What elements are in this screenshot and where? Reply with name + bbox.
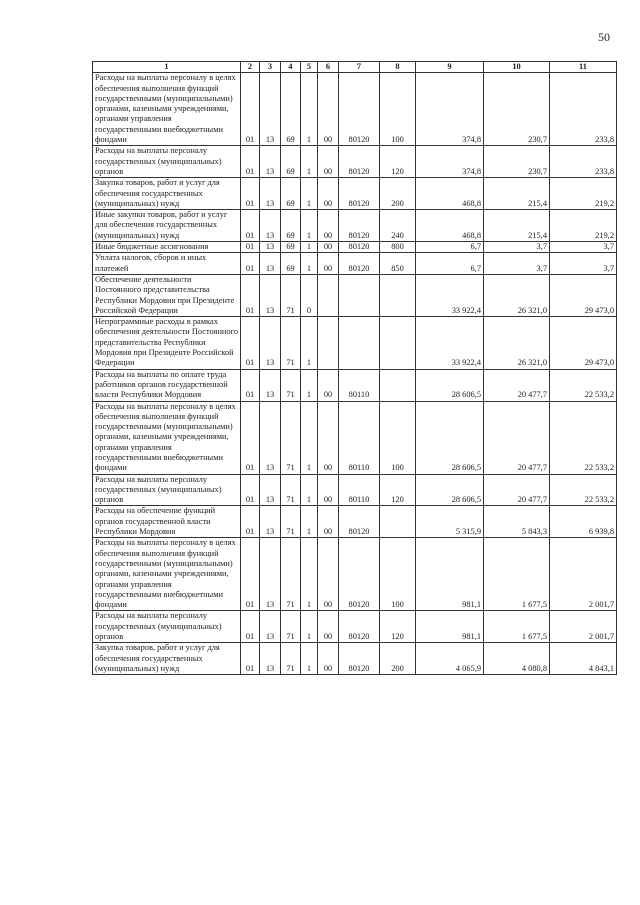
table-row [93, 611, 617, 643]
row-value-cell: 120 [380, 474, 416, 506]
row-value-cell: 00 [318, 538, 339, 611]
row-value-cell: 215,4 [484, 178, 550, 210]
row-value-cell: 13 [260, 506, 281, 538]
row-value-cell: 01 [241, 73, 260, 146]
row-value-cell: 71 [281, 317, 301, 369]
row-value-cell: 71 [281, 369, 301, 401]
row-value-cell: 13 [260, 369, 281, 401]
row-name-cell: Расходы на выплаты персоналу в целях обеспечения выполнения функций государственными (муниципальными) органами, казенными учреждениями, органами управления государственными внебюджетными фондами [93, 538, 241, 611]
row-value-cell: 01 [241, 506, 260, 538]
row-value-cell: 1 [301, 317, 318, 369]
row-value-cell [318, 274, 339, 316]
row-value-cell: 13 [260, 401, 281, 474]
row-name-cell: Непрограммные расходы в рамках обеспечения деятельности Постоянного представительства Республики Мордовия при Президенте Российской Федерации [93, 317, 241, 369]
row-value-cell: 1 677,5 [484, 611, 550, 643]
row-value-cell: 01 [241, 146, 260, 178]
column-header: 9 [416, 62, 484, 73]
row-value-cell: 1 [301, 474, 318, 506]
table-body [93, 73, 617, 675]
row-value-cell: 01 [241, 401, 260, 474]
table-row [93, 146, 617, 178]
row-value-cell: 01 [241, 369, 260, 401]
row-name-cell: Расходы на выплаты персоналу в целях обеспечения выполнения функций государственными (муниципальными) органами, казенными учреждениями, органами управления государственными внебюджетными фондами [93, 73, 241, 146]
row-name-cell: Расходы на выплаты персоналу в целях обеспечения выполнения функций государственными (муниципальными) органами, казенными учреждениями, органами управления государственными внебюджетными фондами [93, 401, 241, 474]
row-value-cell: 71 [281, 274, 301, 316]
row-value-cell: 1 [301, 538, 318, 611]
row-value-cell: 1 [301, 242, 318, 253]
row-value-cell: 71 [281, 506, 301, 538]
row-value-cell: 01 [241, 178, 260, 210]
row-value-cell: 120 [380, 146, 416, 178]
table-row [93, 253, 617, 275]
row-name-cell: Закупка товаров, работ и услуг для обеспечения государственных (муниципальных) нужд [93, 643, 241, 675]
row-value-cell: 374,8 [416, 146, 484, 178]
row-value-cell: 69 [281, 73, 301, 146]
row-value-cell: 13 [260, 611, 281, 643]
table-row [93, 317, 617, 369]
row-name-cell: Иные закупки товаров, работ и услуг для обеспечения государственных (муниципальных) нужд [93, 210, 241, 242]
table-row [93, 73, 617, 146]
page-number: 50 [598, 30, 610, 44]
column-header: 4 [281, 62, 301, 73]
row-value-cell: 28 606,5 [416, 474, 484, 506]
row-value-cell: 01 [241, 253, 260, 275]
row-value-cell: 100 [380, 73, 416, 146]
column-header: 5 [301, 62, 318, 73]
row-value-cell: 01 [241, 611, 260, 643]
row-value-cell: 120 [380, 611, 416, 643]
row-name-cell: Иные бюджетные ассигнования [93, 242, 241, 253]
row-value-cell: 00 [318, 242, 339, 253]
row-value-cell: 00 [318, 401, 339, 474]
row-value-cell: 230,7 [484, 146, 550, 178]
row-value-cell: 981,1 [416, 538, 484, 611]
row-value-cell: 233,8 [550, 146, 617, 178]
row-value-cell: 80110 [339, 369, 380, 401]
row-value-cell: 00 [318, 73, 339, 146]
row-value-cell: 00 [318, 474, 339, 506]
row-value-cell: 80120 [339, 242, 380, 253]
row-value-cell [380, 274, 416, 316]
row-value-cell: 80110 [339, 401, 380, 474]
row-value-cell: 20 477,7 [484, 369, 550, 401]
row-value-cell: 13 [260, 643, 281, 675]
row-value-cell: 13 [260, 210, 281, 242]
row-value-cell: 4 080,8 [484, 643, 550, 675]
row-value-cell: 71 [281, 474, 301, 506]
row-value-cell: 1 [301, 178, 318, 210]
row-value-cell: 01 [241, 317, 260, 369]
row-value-cell: 219,2 [550, 210, 617, 242]
row-value-cell: 13 [260, 317, 281, 369]
row-value-cell: 00 [318, 611, 339, 643]
row-value-cell: 981,1 [416, 611, 484, 643]
row-name-cell: Уплата налогов, сборов и иных платежей [93, 253, 241, 275]
row-value-cell: 5 843,3 [484, 506, 550, 538]
row-value-cell: 2 001,7 [550, 538, 617, 611]
column-header: 7 [339, 62, 380, 73]
row-name-cell: Расходы на выплаты персоналу государственных (муниципальных) органов [93, 611, 241, 643]
row-name-cell: Расходы на выплаты персоналу государственных (муниципальных) органов [93, 474, 241, 506]
row-value-cell: 6 939,8 [550, 506, 617, 538]
column-header: 6 [318, 62, 339, 73]
row-value-cell: 20 477,7 [484, 401, 550, 474]
row-value-cell: 4 843,1 [550, 643, 617, 675]
table-row [93, 401, 617, 474]
row-value-cell: 800 [380, 242, 416, 253]
row-value-cell: 69 [281, 146, 301, 178]
row-value-cell: 468,8 [416, 178, 484, 210]
row-name-cell: Закупка товаров, работ и услуг для обеспечения государственных (муниципальных) нужд [93, 178, 241, 210]
row-value-cell: 29 473,0 [550, 317, 617, 369]
row-value-cell: 3,7 [550, 242, 617, 253]
row-value-cell: 13 [260, 474, 281, 506]
row-value-cell: 13 [260, 178, 281, 210]
row-value-cell: 200 [380, 643, 416, 675]
row-value-cell [380, 317, 416, 369]
row-value-cell: 22 533,2 [550, 369, 617, 401]
row-value-cell: 01 [241, 538, 260, 611]
row-value-cell: 3,7 [550, 253, 617, 275]
row-value-cell: 13 [260, 253, 281, 275]
row-value-cell: 80120 [339, 210, 380, 242]
row-value-cell: 00 [318, 506, 339, 538]
row-value-cell: 13 [260, 538, 281, 611]
row-value-cell: 28 606,5 [416, 401, 484, 474]
column-header: 2 [241, 62, 260, 73]
row-value-cell: 230,7 [484, 73, 550, 146]
row-value-cell: 33 922,4 [416, 317, 484, 369]
row-value-cell: 80120 [339, 73, 380, 146]
row-name-cell: Расходы на выплаты по оплате труда работников органов государственной власти Республики Мордовия [93, 369, 241, 401]
row-value-cell: 80120 [339, 506, 380, 538]
row-value-cell [380, 506, 416, 538]
row-value-cell: 3,7 [484, 253, 550, 275]
row-value-cell: 00 [318, 369, 339, 401]
row-value-cell: 1 [301, 146, 318, 178]
row-value-cell: 71 [281, 643, 301, 675]
row-value-cell: 80120 [339, 611, 380, 643]
row-value-cell: 29 473,0 [550, 274, 617, 316]
row-value-cell: 71 [281, 401, 301, 474]
row-value-cell: 01 [241, 274, 260, 316]
row-value-cell: 240 [380, 210, 416, 242]
row-value-cell: 01 [241, 643, 260, 675]
column-header: 11 [550, 62, 617, 73]
row-value-cell: 22 533,2 [550, 401, 617, 474]
row-value-cell: 1 [301, 611, 318, 643]
row-value-cell: 71 [281, 538, 301, 611]
column-header: 10 [484, 62, 550, 73]
row-value-cell: 200 [380, 178, 416, 210]
table-row [93, 242, 617, 253]
row-value-cell: 80120 [339, 178, 380, 210]
row-value-cell: 2 001,7 [550, 611, 617, 643]
row-value-cell [339, 274, 380, 316]
row-value-cell: 374,8 [416, 73, 484, 146]
row-value-cell: 0 [301, 274, 318, 316]
row-value-cell: 80120 [339, 643, 380, 675]
row-value-cell: 1 [301, 253, 318, 275]
row-value-cell: 00 [318, 643, 339, 675]
row-value-cell: 1 [301, 73, 318, 146]
row-value-cell: 26 321,0 [484, 274, 550, 316]
row-value-cell: 69 [281, 210, 301, 242]
table-row [93, 369, 617, 401]
row-value-cell: 01 [241, 474, 260, 506]
row-value-cell: 5 315,9 [416, 506, 484, 538]
row-value-cell: 1 677,5 [484, 538, 550, 611]
row-value-cell: 219,2 [550, 178, 617, 210]
row-value-cell: 1 [301, 369, 318, 401]
table-row [93, 210, 617, 242]
row-value-cell: 1 [301, 643, 318, 675]
row-value-cell: 69 [281, 253, 301, 275]
row-value-cell: 71 [281, 611, 301, 643]
row-value-cell: 13 [260, 73, 281, 146]
row-value-cell: 69 [281, 178, 301, 210]
row-value-cell: 01 [241, 210, 260, 242]
row-value-cell: 00 [318, 210, 339, 242]
row-name-cell: Расходы на выплаты персоналу государственных (муниципальных) органов [93, 146, 241, 178]
row-value-cell: 6,7 [416, 242, 484, 253]
row-value-cell: 01 [241, 242, 260, 253]
row-value-cell: 69 [281, 242, 301, 253]
table-row [93, 474, 617, 506]
column-header: 8 [380, 62, 416, 73]
header-row [93, 62, 617, 73]
row-value-cell: 00 [318, 178, 339, 210]
table-row [93, 643, 617, 675]
row-value-cell: 13 [260, 242, 281, 253]
budget-table [92, 61, 617, 675]
table-row [93, 274, 617, 316]
row-value-cell: 6,7 [416, 253, 484, 275]
row-value-cell: 13 [260, 274, 281, 316]
row-value-cell: 3,7 [484, 242, 550, 253]
table-row [93, 538, 617, 611]
row-value-cell: 80120 [339, 538, 380, 611]
table-row [93, 506, 617, 538]
row-value-cell: 33 922,4 [416, 274, 484, 316]
column-header: 1 [93, 62, 241, 73]
row-value-cell: 00 [318, 146, 339, 178]
row-value-cell: 850 [380, 253, 416, 275]
row-value-cell: 215,4 [484, 210, 550, 242]
table-header [93, 62, 617, 73]
row-value-cell [339, 317, 380, 369]
row-value-cell: 13 [260, 146, 281, 178]
row-value-cell [318, 317, 339, 369]
row-value-cell: 80110 [339, 474, 380, 506]
row-value-cell: 22 533,2 [550, 474, 617, 506]
row-name-cell: Обеспечение деятельности Постоянного представительства Республики Мордовия при Президенте Российской Федерации [93, 274, 241, 316]
row-value-cell: 468,8 [416, 210, 484, 242]
row-name-cell: Расходы на обеспечение функций органов государственной власти Республики Мордовия [93, 506, 241, 538]
row-value-cell: 00 [318, 253, 339, 275]
row-value-cell: 1 [301, 401, 318, 474]
row-value-cell: 1 [301, 506, 318, 538]
row-value-cell: 20 477,7 [484, 474, 550, 506]
row-value-cell: 1 [301, 210, 318, 242]
row-value-cell: 233,8 [550, 73, 617, 146]
row-value-cell [380, 369, 416, 401]
row-value-cell: 28 606,5 [416, 369, 484, 401]
row-value-cell: 80120 [339, 146, 380, 178]
row-value-cell: 80120 [339, 253, 380, 275]
row-value-cell: 4 065,9 [416, 643, 484, 675]
column-header: 3 [260, 62, 281, 73]
row-value-cell: 100 [380, 401, 416, 474]
table-row [93, 178, 617, 210]
row-value-cell: 100 [380, 538, 416, 611]
row-value-cell: 26 321,0 [484, 317, 550, 369]
